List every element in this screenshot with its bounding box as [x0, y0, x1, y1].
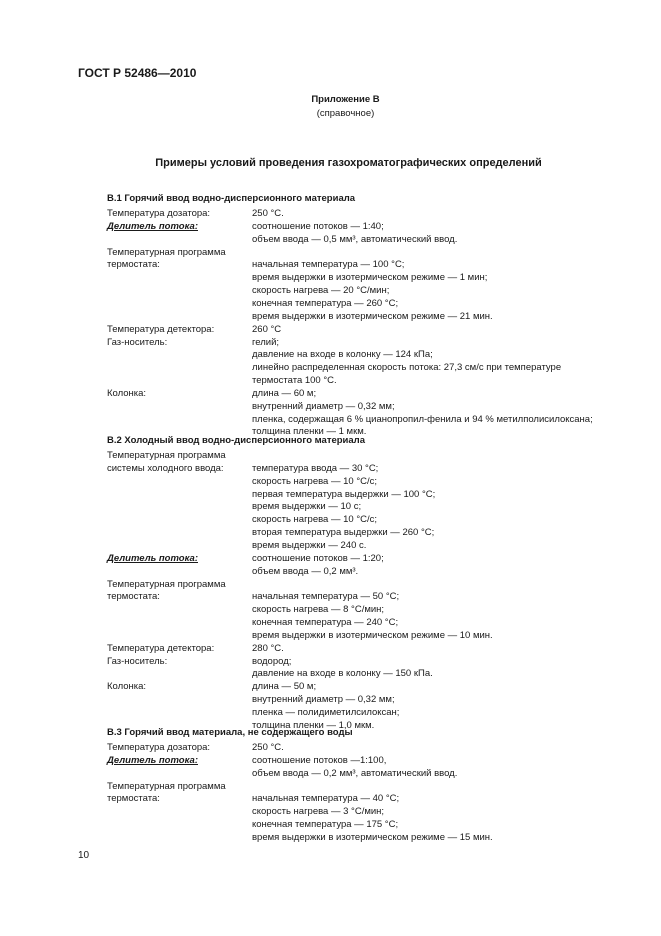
spec-value: давление на входе в колонку — 150 кПа. — [252, 668, 433, 680]
spec-row — [107, 247, 252, 260]
spec-value: время выдержки — 240 с. — [252, 539, 367, 551]
spec-row — [107, 234, 457, 247]
spec-value: внутренний диаметр — 0,32 мм; — [252, 400, 395, 412]
spec-row — [107, 362, 561, 375]
spec-value: время выдержки в изотермическом режиме — 10 мин. — [252, 629, 493, 641]
spec-row — [107, 694, 395, 707]
spec-value: длина — 60 м; — [252, 387, 317, 399]
spec-row — [107, 285, 389, 298]
appendix-subtitle: (справочное) — [316, 108, 375, 119]
spec-row — [107, 781, 252, 794]
spec-value: скорость нагрева — 10 °C/c; — [252, 475, 378, 487]
spec-row — [107, 221, 384, 234]
spec-row — [107, 414, 593, 427]
spec-value: конечная температура — 260 °C; — [252, 297, 399, 309]
spec-value: время выдержки в изотермическом режиме — 1 мин; — [252, 272, 488, 284]
spec-row — [107, 832, 493, 845]
spec-row — [107, 272, 487, 285]
spec-value: давление на входе в колонку — 124 кПа; — [252, 349, 433, 361]
spec-value: линейно распределенная скорость потока: 27,3 см/с при температуре — [252, 362, 562, 374]
spec-row — [107, 337, 279, 350]
appendix-heading — [0, 93, 661, 121]
spec-label: Температурная программа — [107, 578, 226, 590]
spec-value: 250 °C. — [252, 742, 284, 753]
spec-value: 280 °C. — [252, 642, 284, 654]
spec-row — [107, 450, 252, 463]
spec-label: Колонка: — [107, 681, 147, 693]
spec-value: соотношение потоков —1:100, — [252, 754, 387, 766]
spec-row — [107, 476, 377, 489]
spec-value: длина — 50 м; — [252, 681, 317, 693]
page-number: 10 — [78, 850, 90, 861]
spec-value: соотношение потоков — 1:20; — [252, 552, 384, 564]
section-title: В.3 Горячий ввод материала, не содержащего воды — [107, 727, 353, 738]
main-title: Примеры условий проведения газохроматографических определений — [155, 157, 542, 169]
section-title: В.2 Холодный ввод водно-дисперсионного материала — [107, 435, 366, 446]
spec-row — [107, 514, 377, 527]
spec-value: скорость нагрева — 3 °C/мин; — [252, 806, 385, 818]
spec-row — [107, 324, 281, 337]
spec-value: 260 °C — [252, 323, 282, 335]
spec-value: начальная температура — 40 °C; — [252, 793, 400, 805]
spec-row — [107, 668, 433, 681]
spec-label: Делитель потока: — [107, 754, 198, 766]
spec-label: термостата: — [107, 793, 160, 805]
spec-value: вторая температура выдержки — 260 °C; — [252, 527, 435, 539]
spec-value: скорость нагрева — 20 °C/мин; — [252, 285, 390, 297]
spec-row — [107, 540, 366, 553]
spec-value: температура ввода — 30 °C; — [252, 462, 379, 474]
spec-label: термостата: — [107, 259, 160, 271]
spec-value: начальная температура — 100 °C; — [252, 259, 405, 271]
spec-row — [107, 681, 316, 694]
spec-row — [107, 208, 284, 221]
spec-value: начальная температура — 50 °C; — [252, 591, 400, 603]
spec-row — [107, 463, 378, 476]
spec-row — [107, 527, 434, 540]
spec-row — [107, 401, 395, 414]
spec-value: конечная температура — 175 °C; — [252, 819, 399, 831]
spec-value: время выдержки в изотермическом режиме — 21 мин. — [252, 310, 493, 322]
spec-value: объем ввода — 0,2 мм³. — [252, 565, 359, 577]
spec-label: Газ-носитель: — [107, 336, 168, 348]
spec-row — [107, 259, 404, 272]
spec-row — [107, 755, 386, 768]
section-title: В.1 Горячий ввод водно-дисперсионного материала — [107, 193, 356, 204]
spec-row — [107, 819, 398, 832]
spec-row — [107, 604, 384, 617]
spec-row — [107, 489, 435, 502]
spec-value: время выдержки — 10 c; — [252, 501, 362, 513]
spec-label: Температура дозатора: — [107, 208, 211, 219]
spec-label: Температурная программа — [107, 450, 226, 461]
spec-row — [107, 501, 361, 514]
spec-value: 250 °C. — [252, 208, 284, 219]
spec-label: Газ-носитель: — [107, 655, 168, 667]
spec-row — [107, 707, 399, 720]
spec-row — [107, 566, 358, 579]
spec-value: толщина пленки — 1,0 мкм. — [252, 719, 375, 731]
spec-row — [107, 349, 433, 362]
appendix-title: Приложение В — [311, 94, 380, 105]
spec-label: Температура детектора: — [107, 642, 215, 654]
spec-value: объем ввода — 0,5 мм³, автоматический ввод. — [252, 233, 458, 245]
spec-row — [107, 298, 398, 311]
spec-value: конечная температура — 240 °C; — [252, 617, 399, 629]
spec-value: термостата 100 °C. — [252, 375, 337, 387]
spec-value: толщина пленки — 1 мкм. — [252, 426, 367, 438]
spec-row — [107, 793, 399, 806]
spec-row — [107, 388, 316, 401]
spec-row — [107, 553, 384, 566]
spec-row — [107, 742, 284, 755]
spec-label: термостата: — [107, 591, 160, 603]
spec-label: Колонка: — [107, 387, 147, 399]
spec-value: пленка — полидиметилсилоксан; — [252, 707, 400, 718]
spec-label: Делитель потока: — [107, 220, 198, 232]
spec-value: гелий; — [252, 336, 280, 348]
spec-value: скорость нагрева — 10 °C/c; — [252, 514, 378, 526]
spec-value: первая температура выдержки — 100 °C; — [252, 488, 436, 500]
spec-label: Температурная программа — [107, 780, 226, 792]
spec-value: объем ввода — 0,2 мм³, автоматический ввод. — [252, 767, 458, 779]
spec-label: системы холодного ввода: — [107, 462, 224, 474]
spec-row — [107, 617, 398, 630]
spec-label: Делитель потока: — [107, 552, 198, 564]
spec-value: соотношение потоков — 1:40; — [252, 220, 384, 232]
spec-label: Температурная программа — [107, 246, 226, 258]
spec-row — [107, 591, 399, 604]
spec-value: пленка, содержащая 6 % цианопропил-фенила и 94 % метилполисилоксана; — [252, 413, 593, 425]
spec-label: Температура дозатора: — [107, 742, 211, 753]
spec-value: скорость нагрева — 8 °C/мин; — [252, 604, 385, 616]
spec-row — [107, 579, 252, 592]
spec-row — [107, 768, 457, 781]
spec-label: Температура детектора: — [107, 323, 215, 335]
spec-row — [107, 311, 493, 324]
spec-row — [107, 375, 337, 388]
spec-row — [107, 643, 284, 656]
spec-row — [107, 630, 493, 643]
spec-value: внутренний диаметр — 0,32 мм; — [252, 694, 395, 706]
spec-value: время выдержки в изотермическом режиме — 15 мин. — [252, 831, 493, 843]
document-header: ГОСТ Р 52486—2010 — [78, 66, 197, 80]
spec-value: водород; — [252, 655, 292, 667]
spec-row — [107, 656, 291, 669]
spec-row — [107, 806, 384, 819]
